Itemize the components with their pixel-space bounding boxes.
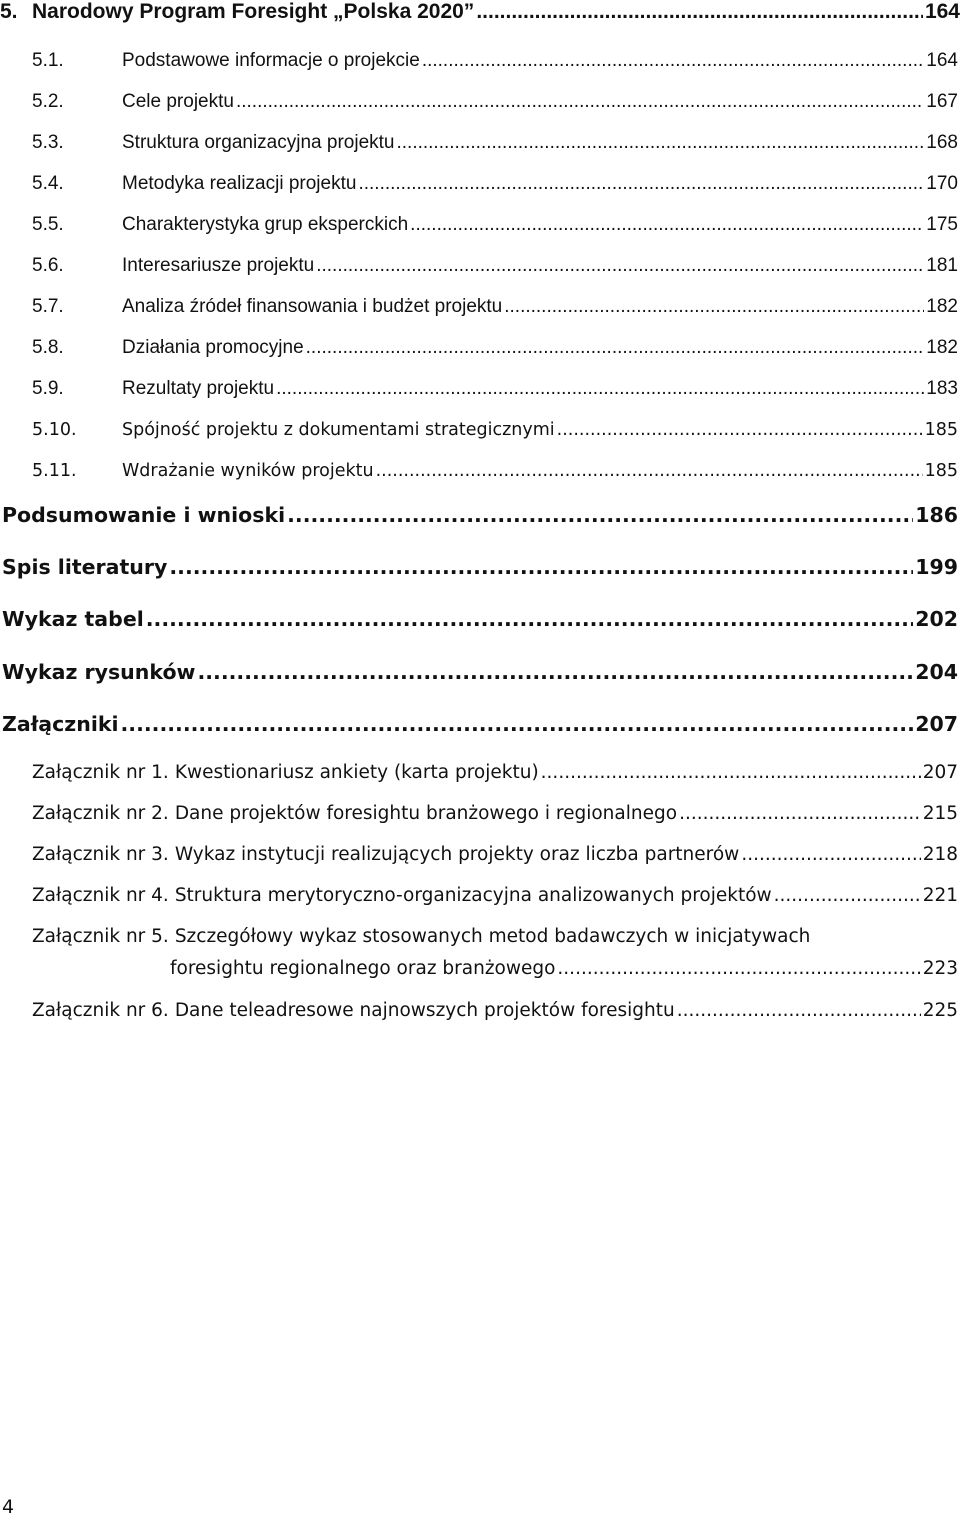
toc-entry-title: Podstawowe informacje o projekcie bbox=[122, 50, 420, 71]
toc-leader-dots bbox=[476, 0, 923, 24]
toc-entry-page: 207 bbox=[915, 712, 958, 736]
toc-leader-dots bbox=[557, 958, 920, 979]
toc-entry-page: 204 bbox=[915, 660, 958, 684]
toc-entry-page: 164 bbox=[924, 0, 960, 23]
toc-section-entry[interactable] bbox=[0, 337, 960, 369]
toc-section-entry[interactable] bbox=[0, 132, 960, 164]
toc-entry-page: 183 bbox=[926, 378, 958, 399]
toc-appendix-entry[interactable] bbox=[0, 926, 960, 990]
toc-entry-number: 5.8. bbox=[32, 337, 64, 358]
toc-entry-number: 5. bbox=[0, 0, 18, 23]
toc-entry-page: 207 bbox=[922, 762, 958, 783]
toc-leader-dots bbox=[679, 803, 921, 824]
toc-appendix-entry[interactable] bbox=[0, 885, 960, 917]
toc-section-entry[interactable] bbox=[0, 50, 960, 82]
toc-entry-page: 182 bbox=[926, 296, 958, 317]
toc-leader-dots bbox=[146, 607, 913, 631]
toc-entry-page: 221 bbox=[922, 885, 958, 906]
toc-entry-title: Cele projektu bbox=[122, 91, 234, 112]
toc-entry-title: Narodowy Program Foresight „Polska 2020” bbox=[32, 0, 475, 23]
toc-heading-entry[interactable] bbox=[0, 607, 960, 639]
toc-entry-title: Kwestionariusz ankiety (karta projektu) bbox=[174, 762, 539, 783]
toc-section-entry[interactable] bbox=[0, 461, 960, 493]
toc-entry-page: 185 bbox=[924, 461, 958, 481]
toc-heading-entry[interactable] bbox=[0, 712, 960, 744]
toc-leader-dots bbox=[306, 337, 925, 359]
toc-entry-number: 5.11. bbox=[32, 461, 77, 481]
toc-entry-number: 5.7. bbox=[32, 296, 64, 317]
toc-entry-title: Dane projektów foresightu branżowego i regionalnego bbox=[174, 803, 678, 824]
toc-entry-page: 168 bbox=[926, 132, 958, 153]
toc-entry-page: 225 bbox=[922, 1000, 958, 1021]
toc-entry-title: Metodyka realizacji projektu bbox=[122, 173, 357, 194]
toc-entry-page: 185 bbox=[924, 420, 958, 440]
toc-entry-number: Załącznik nr 1. bbox=[32, 762, 169, 783]
toc-entry-title: Załączniki bbox=[2, 712, 119, 736]
toc-entry-page: 223 bbox=[922, 958, 958, 979]
toc-entry-page: 181 bbox=[926, 255, 958, 276]
toc-leader-dots bbox=[504, 296, 924, 318]
toc-entry-number: 5.9. bbox=[32, 378, 64, 399]
toc-section-entry[interactable] bbox=[0, 296, 960, 328]
toc-section-entry[interactable] bbox=[0, 255, 960, 287]
toc-entry-title: Rezultaty projektu bbox=[122, 378, 275, 399]
toc-heading-entry[interactable] bbox=[0, 660, 960, 692]
toc-leader-dots bbox=[396, 132, 924, 154]
toc-entry-number: 5.1. bbox=[32, 50, 64, 71]
toc-entry-title: Spis literatury bbox=[2, 555, 168, 579]
toc-entry-title: Interesariusze projektu bbox=[122, 255, 315, 276]
toc-entry-number: Załącznik nr 6. bbox=[32, 1000, 169, 1021]
toc-leader-dots bbox=[774, 885, 921, 906]
toc-entry-title: Podsumowanie i wnioski bbox=[2, 503, 286, 527]
toc-appendix-entry[interactable] bbox=[0, 844, 960, 876]
toc-entry-number: 5.4. bbox=[32, 173, 64, 194]
toc-section-entry[interactable] bbox=[0, 173, 960, 205]
toc-entry-number: Załącznik nr 2. bbox=[32, 803, 169, 824]
toc-leader-dots bbox=[557, 420, 923, 440]
toc-leader-dots bbox=[677, 1000, 921, 1021]
toc-section-entry[interactable] bbox=[0, 214, 960, 246]
toc-entry-number: 5.6. bbox=[32, 255, 64, 276]
toc-entry-page: 175 bbox=[926, 214, 958, 235]
toc-appendix-entry[interactable] bbox=[0, 1000, 960, 1032]
toc-entry-title: Wykaz tabel bbox=[2, 607, 144, 631]
toc-leader-dots bbox=[287, 503, 913, 527]
toc-entry-number: Załącznik nr 4. bbox=[32, 885, 169, 906]
toc-entry-title: Szczegółowy wykaz stosowanych metod badawczych w inicjatywach bbox=[174, 926, 811, 947]
toc-leader-dots bbox=[121, 712, 914, 736]
toc-entry-page: 164 bbox=[926, 50, 958, 71]
toc-leader-dots bbox=[316, 255, 924, 277]
toc-entry-page: 167 bbox=[926, 91, 958, 112]
toc-entry-number: 5.2. bbox=[32, 91, 64, 112]
toc-entry-number: 5.10. bbox=[32, 420, 77, 440]
toc-entry-page: 199 bbox=[915, 555, 958, 579]
toc-entry-title: Wykaz rysunków bbox=[2, 660, 196, 684]
toc-leader-dots bbox=[541, 762, 921, 783]
toc-entry-title: Struktura organizacyjna projektu bbox=[122, 132, 395, 153]
toc-leader-dots bbox=[410, 214, 924, 236]
toc-leader-dots bbox=[276, 378, 924, 400]
toc-appendix-entry[interactable] bbox=[0, 762, 960, 794]
page-number: 4 bbox=[2, 1496, 15, 1518]
toc-leader-dots bbox=[236, 91, 924, 113]
toc-entry-page: 186 bbox=[915, 503, 958, 527]
toc-leader-dots bbox=[197, 660, 913, 684]
toc-entry-title: Analiza źródeł finansowania i budżet projektu bbox=[122, 296, 503, 317]
toc-entry-title: Działania promocyjne bbox=[122, 337, 304, 358]
toc-entry-title: Charakterystyka grup eksperckich bbox=[122, 214, 409, 235]
toc-entry-title: Wykaz instytucji realizujących projekty oraz liczba partnerów bbox=[174, 844, 740, 865]
toc-leader-dots bbox=[741, 844, 920, 865]
toc-heading-entry[interactable] bbox=[0, 503, 960, 535]
toc-entry-number: 5.5. bbox=[32, 214, 64, 235]
toc-leader-dots bbox=[169, 555, 913, 579]
toc-entry-page: 182 bbox=[926, 337, 958, 358]
toc-heading-entry[interactable] bbox=[0, 555, 960, 587]
toc-leader-dots bbox=[358, 173, 924, 195]
toc-appendix-entry[interactable] bbox=[0, 803, 960, 835]
toc-leader-dots bbox=[376, 461, 923, 481]
toc-chapter-entry[interactable] bbox=[0, 0, 960, 32]
toc-entry-title-continued: foresightu regionalnego oraz branżowego bbox=[170, 958, 556, 979]
toc-section-entry[interactable] bbox=[0, 378, 960, 410]
toc-entry-title: Wdrażanie wyników projektu bbox=[122, 461, 374, 481]
toc-leader-dots bbox=[422, 50, 924, 72]
toc-entry-number: 5.3. bbox=[32, 132, 64, 153]
toc-entry-number: Załącznik nr 3. bbox=[32, 844, 169, 865]
toc-entry-number: Załącznik nr 5. bbox=[32, 926, 169, 947]
toc-entry-title: Spójność projektu z dokumentami strategicznymi bbox=[122, 420, 555, 440]
toc-section-entry[interactable] bbox=[0, 91, 960, 123]
toc-entry-page: 215 bbox=[922, 803, 958, 824]
toc-section-entry[interactable] bbox=[0, 420, 960, 452]
toc-entry-title: Dane teleadresowe najnowszych projektów foresightu bbox=[174, 1000, 675, 1021]
toc-entry-title: Struktura merytoryczno-organizacyjna analizowanych projektów bbox=[174, 885, 772, 906]
toc-entry-page: 170 bbox=[926, 173, 958, 194]
toc-entry-page: 218 bbox=[922, 844, 958, 865]
toc-entry-page: 202 bbox=[915, 607, 958, 631]
